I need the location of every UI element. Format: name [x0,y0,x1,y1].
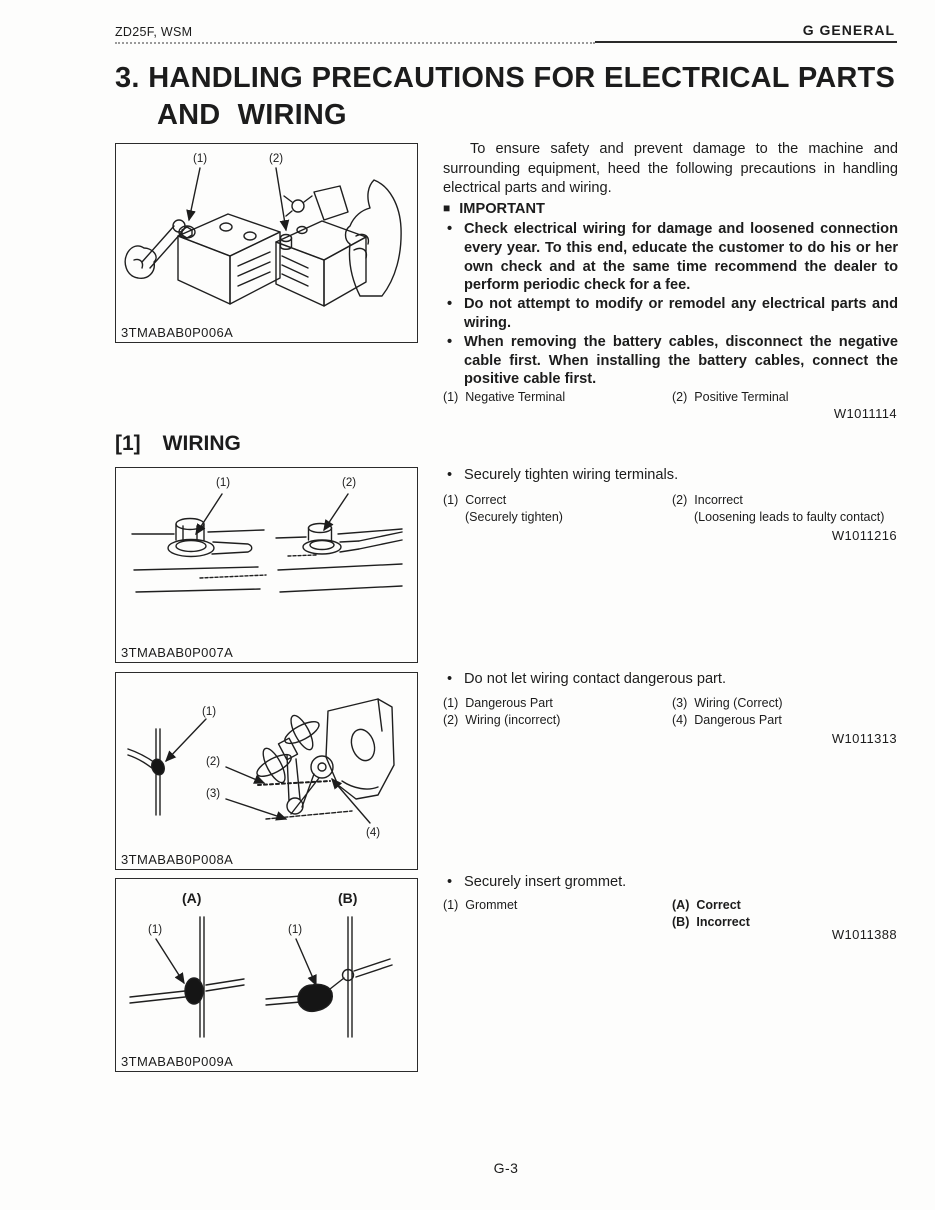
page-title-line2: AND WIRING [157,99,347,131]
important-bullet-list [443,220,898,389]
battery-terminals-illustration [116,144,414,316]
figure-dangerous-part [115,672,418,870]
figure-label: (3) [206,788,221,800]
figure-caption: 3TMABAB0P009A [121,1054,234,1069]
figure-label: (B) [338,890,358,906]
intro-paragraph: To ensure safety and prevent damage to the machine and surrounding equipment, heed the following precautions in handling electrical parts and wiring. [443,141,898,197]
list-item: • When removing the battery cables, disconnect the negative cable first. When installing the battery cables, connect the positive cable first. [447,333,898,388]
ref-code: W1011114 [833,406,897,421]
figure-battery-terminals [115,143,418,343]
legend-item: (2) Positive Terminal [672,390,789,404]
figure-label: (1) [288,924,303,936]
figure-label: (1) [148,924,163,936]
legend-item: (A) Correct (B) Incorrect [672,898,750,929]
bullet-icon: • [447,221,453,237]
legend-item: (1) Negative Terminal [443,390,566,404]
square-bullet-icon: ■ [443,201,451,215]
header-rule-dotted [115,42,595,44]
figure-label: (2) [206,756,221,768]
section-heading-wiring: [1] WIRING [115,432,241,455]
page-title-number: 3. [115,62,140,94]
bullet-icon: • [447,671,453,687]
figure-label: (1) [193,153,208,165]
ref-code: W1011313 [831,731,897,746]
figure-label: (4) [366,827,381,839]
figure-caption: 3TMABAB0P006A [121,325,234,340]
list-item: • Check electrical wiring for damage and loosened connection every year. To this end, educate the customer to do his or her own check and at the same time recommend the dealer to perform periodic check for a fee. [447,221,898,294]
figure-label: (1) [202,706,217,718]
bullet-icon: • [447,296,453,313]
legend-item: (1) Grommet [443,898,518,912]
figure-caption: 3TMABAB0P007A [121,645,234,660]
page-title-text: HANDLING PRECAUTIONS FOR ELECTRICAL PARTS [148,62,895,94]
legend-item: (3) Wiring (Correct) (4) Dangerous Part [672,696,783,727]
ref-code: W1011388 [831,927,897,942]
page-number: G-3 [493,1160,519,1176]
header-section: G GENERAL [802,22,895,38]
header-rule-solid [595,41,897,43]
wiring-bullet-2: • Do not let wiring contact dangerous part. [447,671,727,687]
list-item: • Do not attempt to modify or remodel any electrical parts and wiring. [447,296,898,331]
figure-label: (2) [269,153,284,165]
figure-label: (1) [216,477,231,489]
wiring-terminals-illustration [116,468,414,636]
figure-label: (2) [342,477,357,489]
figure-caption: 3TMABAB0P008A [121,852,234,867]
header-model: ZD25F, WSM [115,25,193,39]
grommet-illustration [116,879,414,1045]
bullet-icon: • [447,874,453,890]
legend-item: (1) Correct (Securely tighten) [443,493,563,524]
wiring-bullet-1: • Securely tighten wiring terminals. [447,467,679,483]
dangerous-part-illustration [116,673,414,843]
figure-wiring-terminals [115,467,418,663]
ref-code: W1011216 [831,528,897,543]
bullet-icon: • [447,333,453,350]
legend-item: (2) Incorrect (Loosening leads to faulty contact) [672,493,885,524]
figure-grommet [115,878,418,1072]
wiring-bullet-3: • Securely insert grommet. [447,874,627,890]
page-title-line1 [115,62,895,95]
legend-item: (1) Dangerous Part (2) Wiring (incorrect) [443,696,561,727]
figure-label: (A) [182,890,202,906]
important-heading: ■ IMPORTANT [443,201,545,217]
bullet-icon: • [447,467,453,483]
